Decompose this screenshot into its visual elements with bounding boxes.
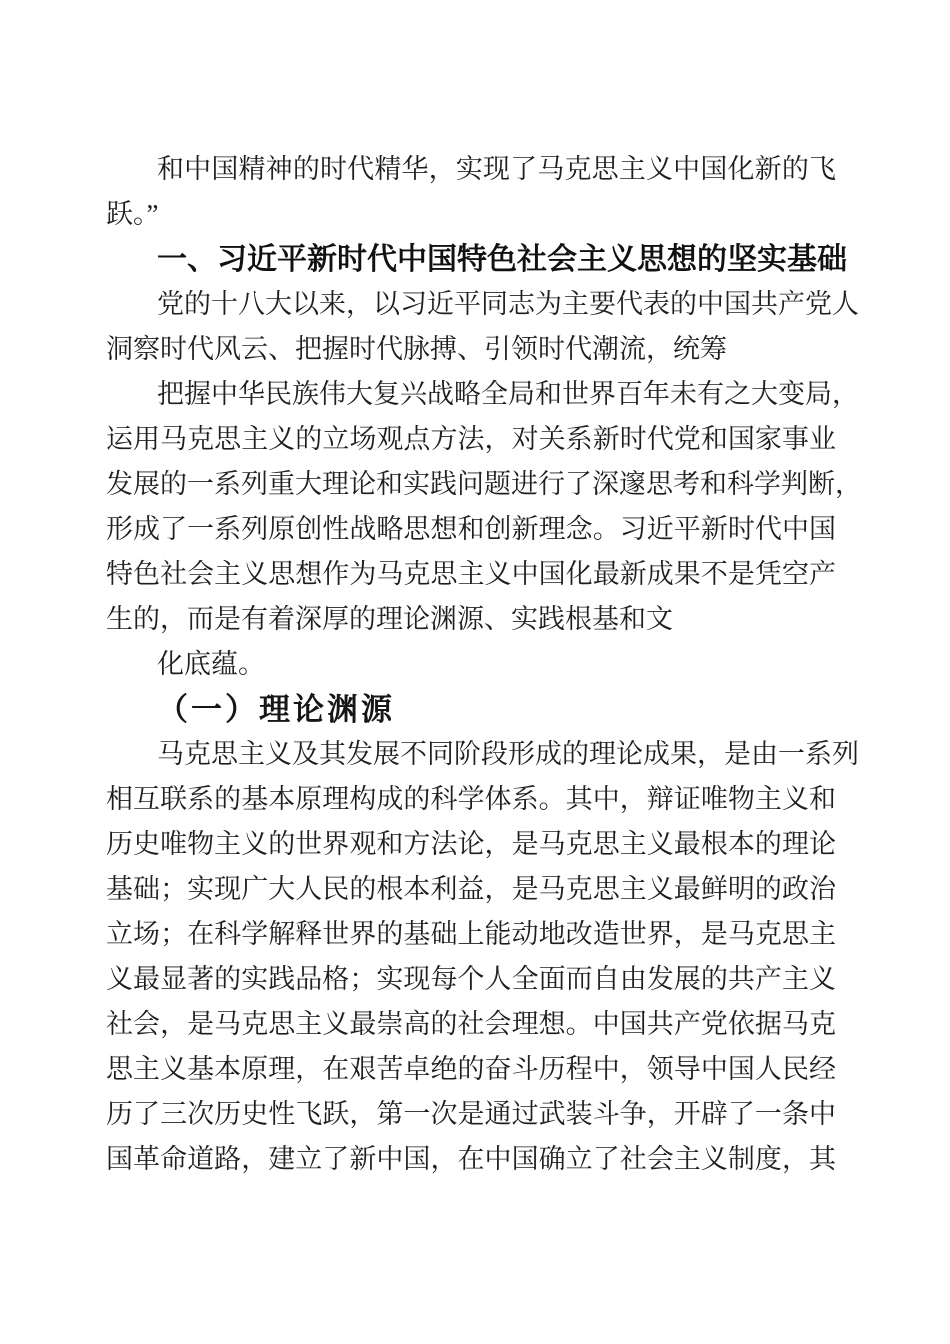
text-line: 跃。” bbox=[106, 199, 159, 229]
text-line: 马克思主义及其发展不同阶段形成的理论成果，是由一系列 bbox=[157, 739, 859, 769]
text-line: 运用马克思主义的立场观点方法，对关系新时代党和国家事业 bbox=[106, 424, 836, 454]
text-line: 党的十八大以来，以习近平同志为主要代表的中国共产党人 bbox=[157, 289, 859, 319]
section-heading: 一、习近平新时代中国特色社会主义思想的坚实基础 bbox=[157, 243, 847, 276]
text-line: 化底蕴。 bbox=[157, 649, 265, 679]
text-line: 历史唯物主义的世界观和方法论，是马克思主义最根本的理论 bbox=[106, 829, 836, 859]
text-line: 社会，是马克思主义最崇高的社会理想。中国共产党依据马克 bbox=[106, 1009, 836, 1039]
text-line: 立场；在科学解释世界的基础上能动地改造世界，是马克思主 bbox=[106, 919, 836, 949]
text-line: 发展的一系列重大理论和实践问题进行了深邃思考和科学判断， bbox=[106, 469, 862, 499]
text-line: 历了三次历史性飞跃，第一次是通过武装斗争，开辟了一条中 bbox=[106, 1099, 836, 1129]
text-line: 基础；实现广大人民的根本利益，是马克思主义最鲜明的政治 bbox=[106, 874, 836, 904]
subsection-heading: （一）理论渊源 bbox=[157, 692, 395, 727]
document-text bbox=[106, 147, 862, 1182]
text-line: 形成了一系列原创性战略思想和创新理念。习近平新时代中国 bbox=[106, 514, 836, 544]
text-line: 国革命道路，建立了新中国，在中国确立了社会主义制度，其 bbox=[106, 1144, 836, 1174]
text-line: 把握中华民族伟大复兴战略全局和世界百年未有之大变局， bbox=[157, 379, 859, 409]
text-line: 特色社会主义思想作为马克思主义中国化最新成果不是凭空产 bbox=[106, 559, 836, 589]
text-line: 义最显著的实践品格；实现每个人全面而自由发展的共产主义 bbox=[106, 964, 836, 994]
text-line: 生的，而是有着深厚的理论渊源、实践根基和文 bbox=[106, 604, 673, 634]
text-line: 思主义基本原理，在艰苦卓绝的奋斗历程中，领导中国人民经 bbox=[106, 1054, 836, 1084]
text-line: 洞察时代风云、把握时代脉搏、引领时代潮流，统筹 bbox=[106, 334, 727, 364]
text-line: 相互联系的基本原理构成的科学体系。其中，辩证唯物主义和 bbox=[106, 784, 836, 814]
text-line: 和中国精神的时代精华，实现了马克思主义中国化新的飞 bbox=[157, 154, 836, 184]
